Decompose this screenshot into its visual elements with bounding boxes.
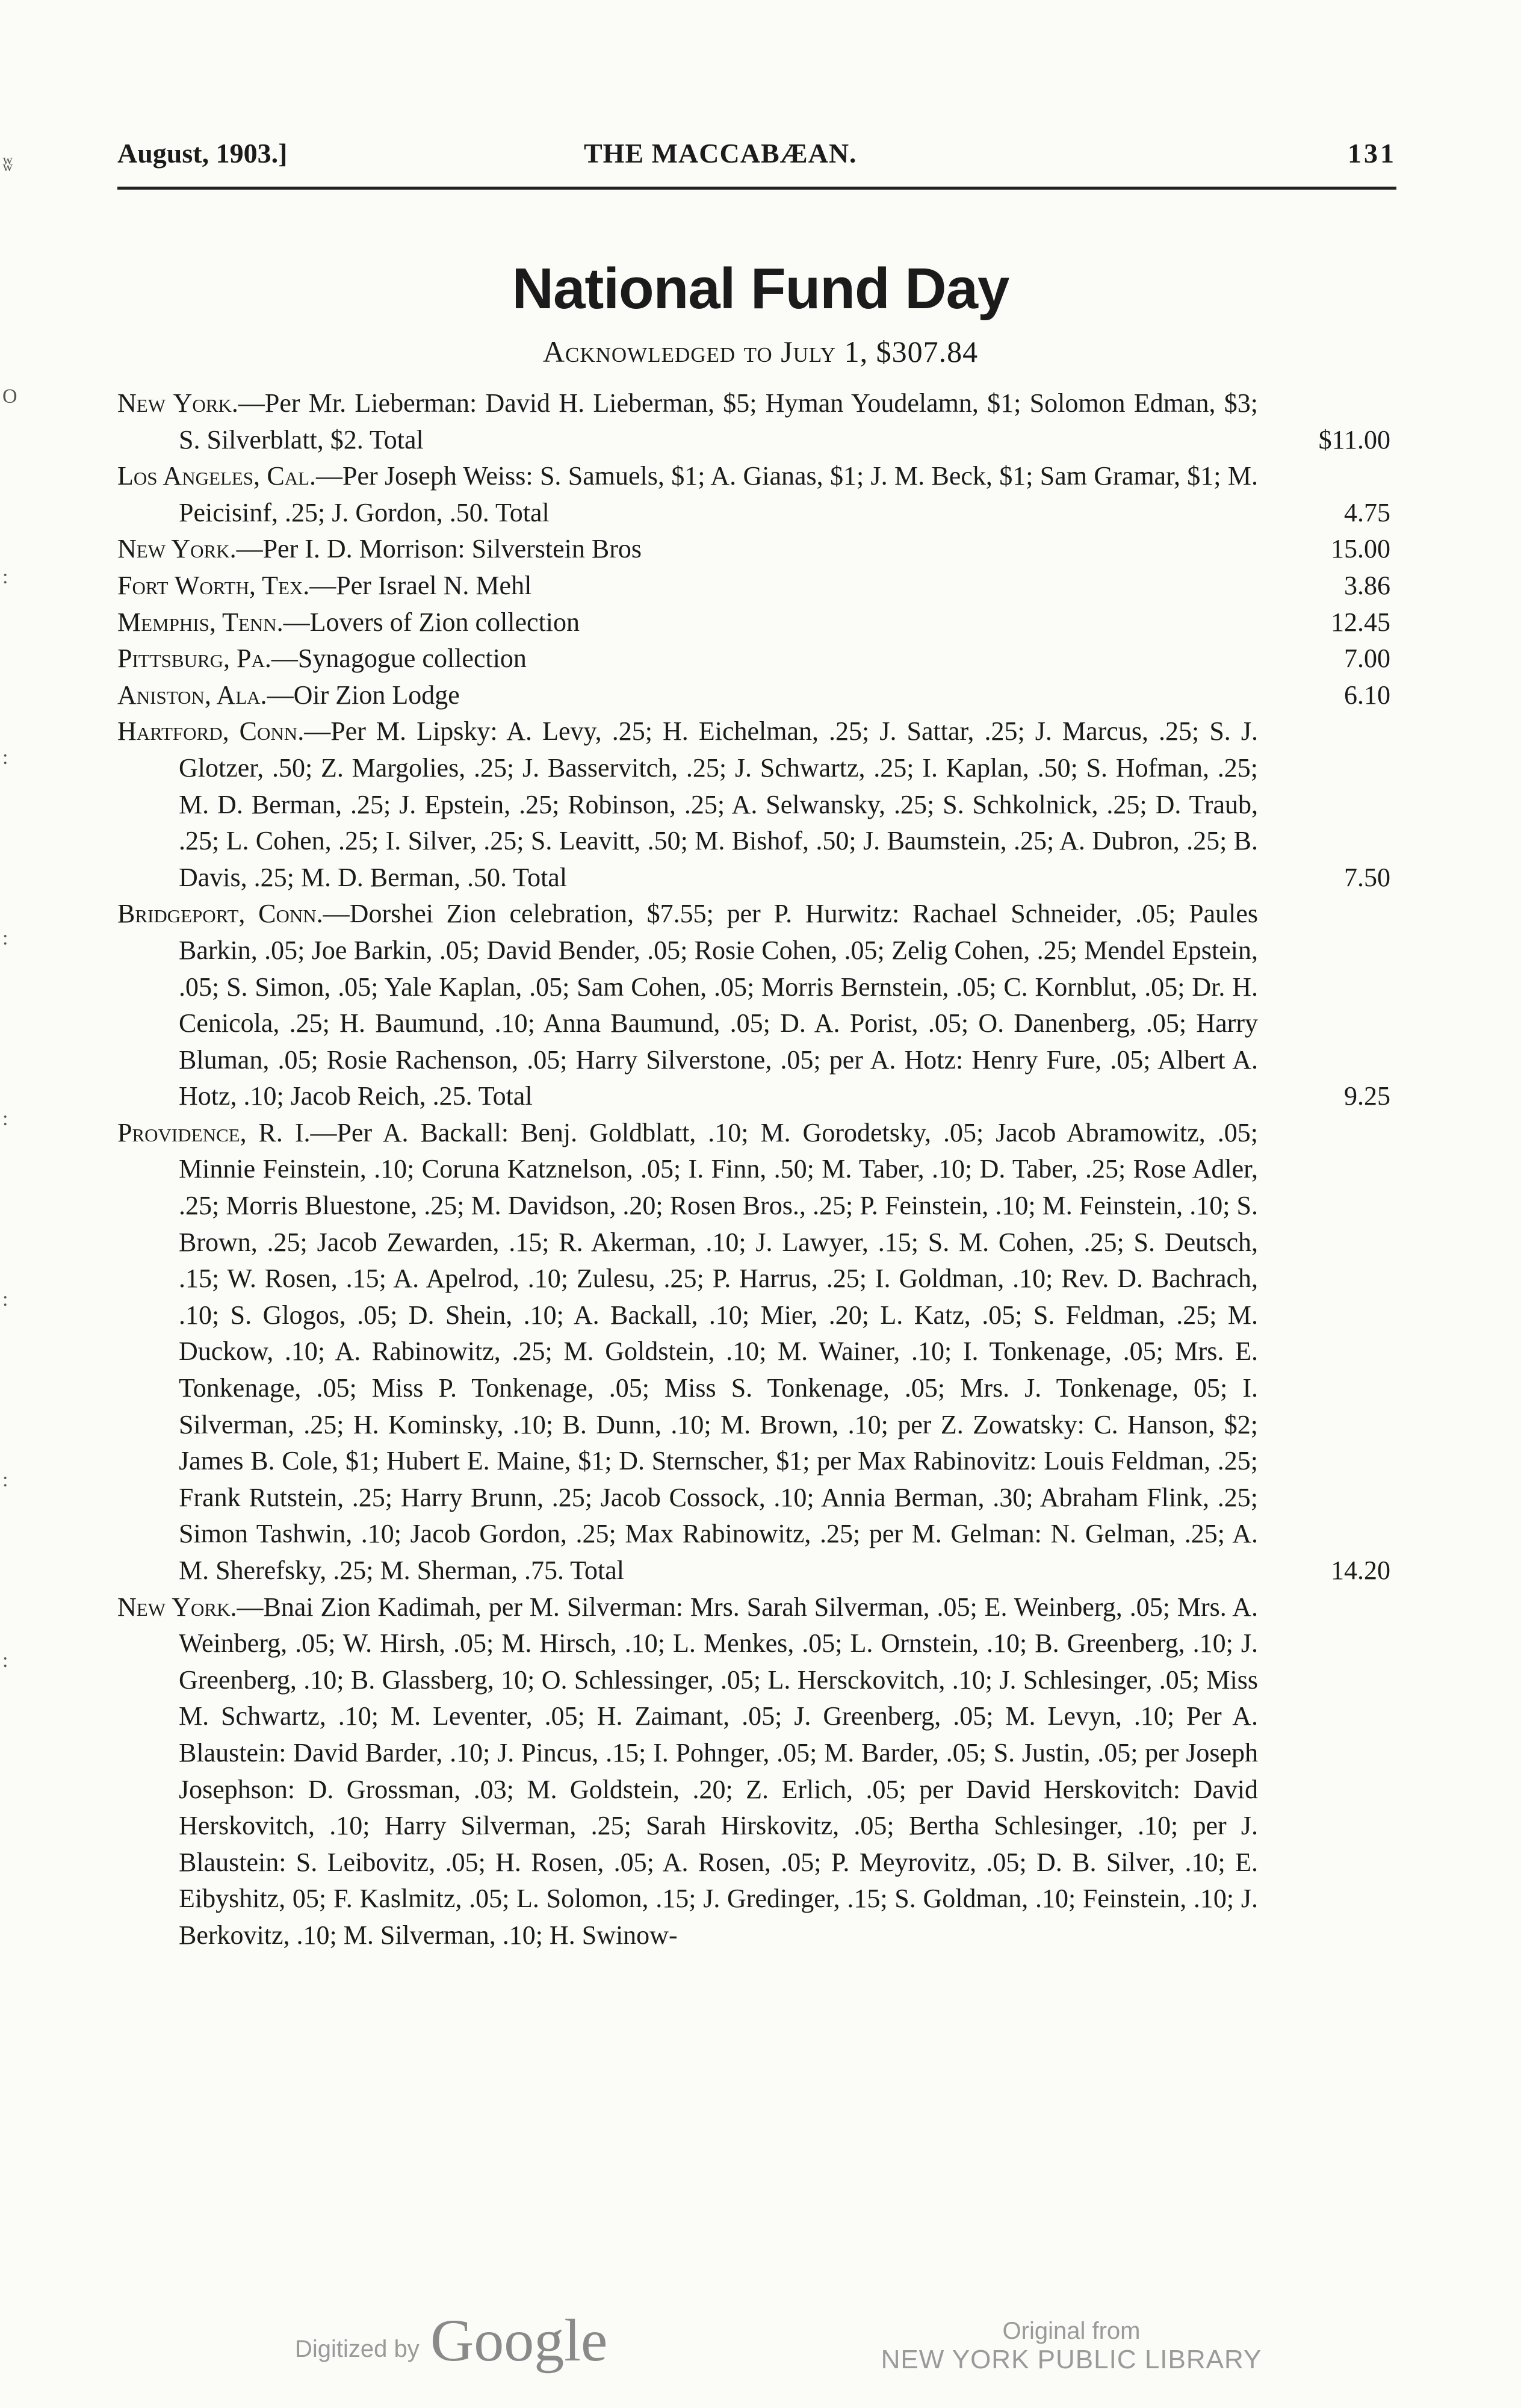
header-rule	[117, 187, 1396, 190]
entry-place: Hartford, Conn.	[117, 716, 305, 746]
entry-text	[117, 568, 1258, 604]
entry-text	[117, 677, 1258, 714]
entry-body: —Bnai Zion Kadimah, per M. Silverman: Mrs. Sarah Silverman, .05; E. Weinberg, .05; Mrs. A. Weinberg, .05; W. Hirsh, .05; M. Hirsch, .10; L. Menkes, .05; L. Ornstein, .10; B. Greenberg, .10; J. Greenberg, .10; B. Glassberg, 10; O. Schlessinger, .05; L. Hersckovitch, .10; J. Schlesinger, .05; Miss M. Schwartz, .10; M. Leventer, .05; H. Zaimant, .05; J. Greenberg, .05; M. Levyn, .10; Per A. Blaustein: David Barder, .10; J. Pincus, .15; I. Pohnger, .05; M. Barder, .05; S. Justin, .05; per Joseph Josephson: D. Grossman, .03; M. Goldstein, .20; Z. Erlich, .05; per David Herskovitch: David Herskovitch, .10; Harry Silverman, .25; Sarah Hirskovitz, .05; Bertha Schlesinger, .10; per J. Blaustein: S. Leibovitz, .05; H. Rosen, .05; A. Rosen, .05; P. Meyrovitz, .05; D. B. Silver, .10; E. Eibyshitz, 05; F. Kaslmitz, .05; L. Solomon, .15; J. Gredinger, .15; S. Goldman, .10; Feinstein, .10; J. Berkovitz, .10; M. Silverman, .10; H. Swinow-	[179, 1592, 1258, 1950]
journal-title: THE MACCABÆAN.	[584, 138, 857, 169]
entry-body: —Per A. Backall: Benj. Goldblatt, .10; M. Gorodetsky, .05; Jacob Abramowitz, .05; Minnie Feinstein, .10; Coruna Katznelson, .05; I. Finn, .50; M. Taber, .10; D. Taber, .25; Rose Adler, .25; Morris Bluestone, .25; M. Davidson, .20; Rosen Bros., .25; P. Feinstein, .10; M. Feinstein, .10; S. Brown, .25; Jacob Zewarden, .15; R. Akerman, .10; J. Lawyer, .15; S. M. Cohen, .25; S. Deutsch, .15; W. Rosen, .15; A. Apelrod, .10; Zulesu, .25; P. Harrus, .25; I. Goldman, .10; Rev. D. Bachrach, .10; S. Glogos, .05; D. Shein, .10; A. Backall, .10; Mier, .20; L. Katz, .05; S. Feldman, .25; M. Duckow, .10; A. Rabinowitz, .25; M. Goldstein, .10; M. Wainer, .10; I. Tonkenage, .05; Mrs. E. Tonkenage, .05; Miss P. Tonkenage, .05; Miss S. Tonkenage, .05; Mrs. J. Tonkenage, 05; I. Silverman, .25; H. Kominsky, .10; B. Dunn, .10; M. Brown, .10; per Z. Zowatsky: C. Hanson, $2; James B. Cole, $1; Hubert E. Maine, $1; D. Sternscher, $1; per Max Rabinovitz: Louis Feldman, .25; Frank Rutstein, .25; Harry Brunn, .25; Jacob Cossock, .10; Annia Berman, .30; Abraham Flink, .25; Simon Tashwin, .10; Jacob Gordon, .25; Max Rabinowitz, .25; per M. Gelman: N. Gelman, .25; A. M. Sherefsky, .25; M. Sherman, .75. Total	[179, 1117, 1258, 1585]
contribution-list	[117, 385, 1396, 1954]
contribution-entry	[117, 713, 1396, 896]
entry-total: 9.25	[1344, 1081, 1390, 1111]
entry-text	[117, 1589, 1258, 1954]
original-from-watermark	[879, 2318, 1264, 2375]
library-name: NEW YORK PUBLIC LIBRARY	[881, 2345, 1262, 2374]
entry-total: 4.75	[1344, 497, 1390, 527]
entry-total: 12.45	[1331, 607, 1390, 637]
entry-total: 15.00	[1331, 534, 1390, 564]
original-from-label: Original from	[1002, 2318, 1141, 2344]
entry-text	[117, 604, 1258, 641]
entry-place: New York.	[117, 534, 237, 564]
article-subtitle	[0, 334, 1521, 369]
article-title: National Fund Day	[512, 256, 1009, 321]
contribution-entry	[117, 896, 1396, 1115]
entry-body: —Oir Zion Lodge	[267, 680, 460, 710]
digitized-by-label: Digitized by	[295, 2336, 420, 2362]
entry-place: Memphis, Tenn.	[117, 607, 283, 637]
entry-total: 14.20	[1331, 1556, 1390, 1585]
entry-total: 7.00	[1344, 644, 1390, 674]
contribution-entry	[117, 677, 1396, 714]
entry-total: 3.86	[1344, 570, 1390, 600]
entry-place: Fort Worth, Tex.	[117, 570, 310, 600]
entry-place: New York.	[117, 1592, 237, 1622]
entry-place: New York.	[117, 388, 238, 418]
page-number: 131	[1348, 138, 1396, 169]
entry-text	[117, 896, 1258, 1115]
entry-place: Pittsburg, Pa.	[117, 644, 271, 674]
entry-text	[117, 713, 1258, 896]
entry-body: —Per I. D. Morrison: Silverstein Bros	[236, 534, 642, 564]
entry-total: $11.00	[1318, 424, 1390, 455]
entry-text	[117, 531, 1258, 568]
contribution-entry	[117, 458, 1396, 531]
entry-body: —Per M. Lipsky: A. Levy, .25; H. Eichelman, .25; J. Sattar, .25; J. Marcus, .25; S. J. Glotzer, .50; Z. Margolies, .25; J. Basservitch, .25; J. Schwartz, .25; I. Kaplan, .50; S. Hofman, .25; M. D. Berman, .25; J. Epstein, .25; Robinson, .25; A. Selwansky, .25; S. Schkolnick, .25; D. Traub, .25; L. Cohen, .25; I. Silver, .25; S. Leavitt, .50; M. Bishof, .50; J. Baumstein, .25; A. Dubron, .25; B. Davis, .25; M. D. Berman, .50. Total	[179, 716, 1258, 892]
entry-text	[117, 385, 1258, 458]
entry-place: Bridgeport, Conn.	[117, 899, 323, 929]
entry-text	[117, 1115, 1258, 1589]
contribution-entry	[117, 568, 1396, 604]
entry-text	[117, 458, 1258, 531]
entry-body: —Lovers of Zion collection	[283, 607, 580, 637]
subtitle-text: Acknowledged to July 1, $307.84	[542, 335, 979, 368]
entry-body: —Per Joseph Weiss: S. Samuels, $1; A. Gianas, $1; J. M. Beck, $1; Sam Gramar, $1; M. Peicisinf, .25; J. Gordon, .50. Total	[179, 461, 1258, 527]
contribution-entry	[117, 1115, 1396, 1589]
entry-body: —Per Israel N. Mehl	[309, 570, 532, 600]
google-logo: Google	[430, 2307, 608, 2374]
entry-text	[117, 641, 1258, 677]
entry-place: Aniston, Ala.	[117, 680, 267, 710]
running-head	[117, 131, 1396, 179]
entry-body: —Per Mr. Lieberman: David H. Lieberman, $5; Hyman Youdelamn, $1; Solomon Edman, $3; S. Silverblatt, $2. Total	[179, 388, 1258, 455]
entry-place: Providence, R. I.	[117, 1117, 311, 1147]
entry-body: —Dorshei Zion celebration, $7.55; per P. Hurwitz: Rachael Schneider, .05; Paules Barkin, .05; Joe Barkin, .05; David Bender, .05; Rosie Cohen, .05; Zelig Cohen, .25; Mendel Epstein, .05; S. Simon, .05; Yale Kaplan, .05; Sam Cohen, .05; Morris Bernstein, .05; C. Kornblut, .05; Dr. H. Cenicola, .25; H. Baumund, .10; Anna Baumund, .05; D. A. Porist, .05; O. Danenberg, .05; Harry Bluman, .05; Rosie Rachenson, .05; Harry Silverstone, .05; per A. Hotz: Henry Fure, .05; Albert A. Hotz, .10; Jacob Reich, .25. Total	[179, 899, 1258, 1111]
gutter-bleed-marks: ʬ O : : : : : : :	[2, 154, 17, 1672]
contribution-entry	[117, 641, 1396, 677]
entry-total: 6.10	[1344, 680, 1390, 710]
digitized-by-watermark	[295, 2306, 632, 2372]
contribution-entry	[117, 604, 1396, 641]
contribution-entry	[117, 385, 1396, 458]
contribution-entry	[117, 1589, 1396, 1954]
issue-date: August, 1903.]	[117, 138, 288, 169]
contribution-entry	[117, 531, 1396, 568]
entry-total: 7.50	[1344, 862, 1390, 892]
entry-body: —Synagogue collection	[271, 644, 527, 674]
entry-place: Los Angeles, Cal.	[117, 461, 317, 491]
